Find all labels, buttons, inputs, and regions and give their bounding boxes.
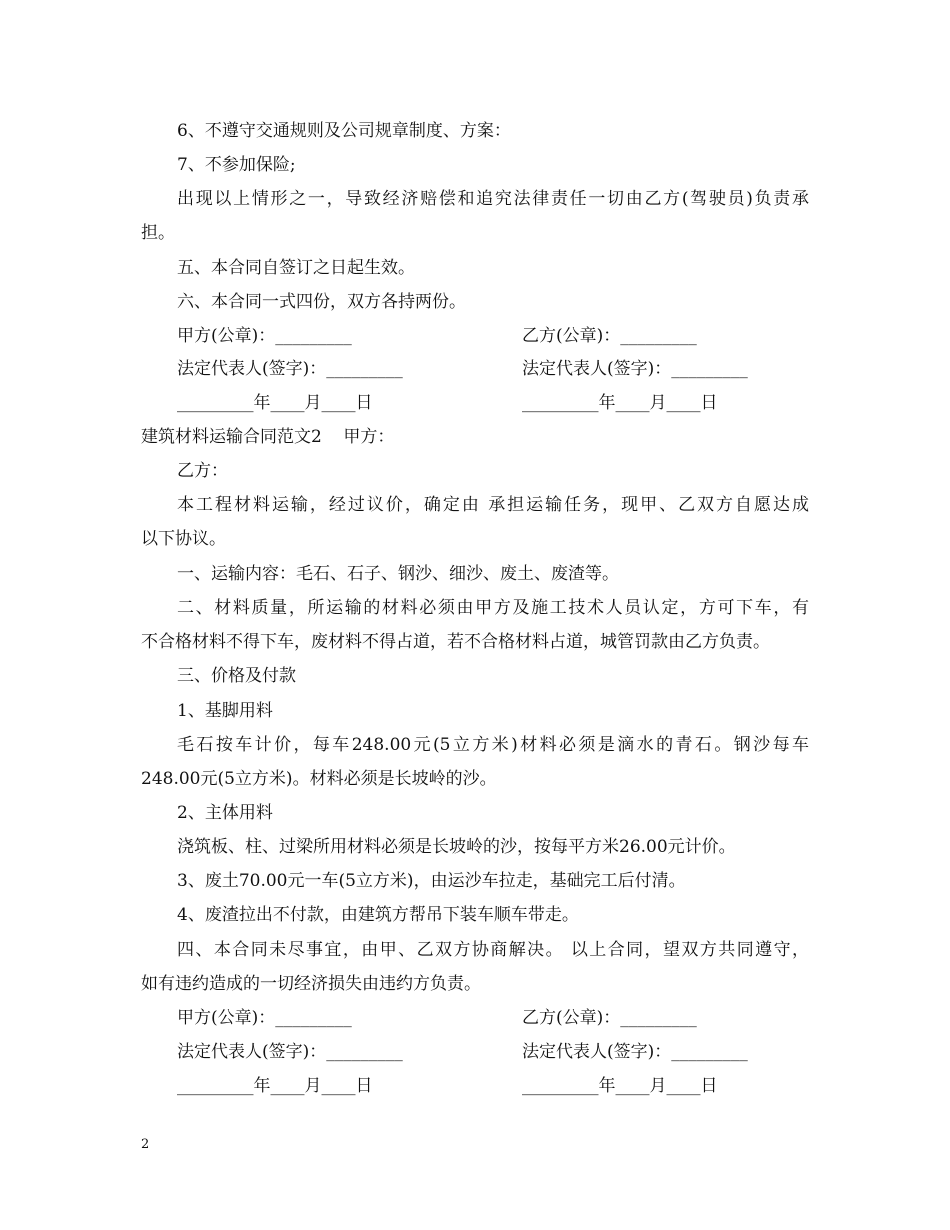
- party-b-date-field: _________年____月____日: [522, 393, 718, 413]
- liability-paragraph-line-1: 出现以上情形之一，导致经济赔偿和追究法律责任一切由乙方(驾驶员)负责承: [177, 189, 809, 209]
- clause-item-7: 7、不参加保险;: [177, 155, 296, 175]
- party-a-date-field: _________年____月____日: [177, 393, 373, 413]
- clause-5: 五、本合同自签订之日起生效。: [177, 258, 415, 278]
- stone-pricing-line-2: 248.00元(5立方米)。材料必须是长坡岭的沙。: [141, 769, 497, 789]
- waste-soil-line: 3、废土70.00元一车(5立方米)，由运沙车拉走，基础完工后付清。: [177, 871, 686, 891]
- party-a-representative-field-2: 法定代表人(签字)：_________: [177, 1042, 403, 1062]
- clause-4-line-2: 如有违约造成的一切经济损失由违约方负责。: [141, 974, 481, 994]
- clause-item-6: 6、不遵守交通规则及公司规章制度、方案：: [177, 121, 511, 141]
- party-b-seal-field: 乙方(公章)：_________: [522, 326, 697, 346]
- intro-paragraph-line-1: 本工程材料运输，经过议价，确定由 承担运输任务，现甲、乙双方自愿达成: [177, 495, 809, 515]
- contract-title-line: 建筑材料运输合同范文2 甲方：: [141, 427, 395, 447]
- party-b-label: 乙方：: [177, 461, 228, 481]
- party-a-representative-field: 法定代表人(签字)：_________: [177, 359, 403, 379]
- party-b-seal-field-2: 乙方(公章)：_________: [522, 1008, 697, 1028]
- party-b-representative-field-2: 法定代表人(签字)：_________: [522, 1042, 748, 1062]
- intro-paragraph-line-2: 以下协议。: [141, 529, 226, 549]
- material-quality-line-1: 二、材料质量，所运输的材料必须由甲方及施工技术人员认定，方可下车，有: [177, 598, 809, 618]
- waste-slag-line: 4、废渣拉出不付款，由建筑方帮吊下装车顺车带走。: [177, 905, 579, 925]
- party-b-date-field-2: _________年____月____日: [522, 1076, 718, 1096]
- party-b-representative-field: 法定代表人(签字)：_________: [522, 359, 748, 379]
- foundation-material-heading: 1、基脚用料: [177, 701, 273, 721]
- pouring-material-line: 浇筑板、柱、过梁所用材料必须是长坡岭的沙，按每平方米26.00元计价。: [177, 837, 736, 857]
- main-material-heading: 2、主体用料: [177, 803, 273, 823]
- party-a-date-field-2: _________年____月____日: [177, 1076, 373, 1096]
- party-a-seal-field: 甲方(公章)：_________: [177, 326, 352, 346]
- liability-paragraph-line-2: 担。: [141, 223, 175, 243]
- material-quality-line-2: 不合格材料不得下车，废材料不得占道，若不合格材料占道，城管罚款由乙方负责。: [141, 632, 770, 652]
- stone-pricing-line-1: 毛石按车计价，每车248.00元(5立方米)材料必须是滴水的青石。钢沙每车: [177, 735, 809, 755]
- clause-6: 六、本合同一式四份，双方各持两份。: [177, 292, 466, 312]
- page-number: 2: [141, 1137, 150, 1152]
- clause-4-line-1: 四、本合同未尽事宜，由甲、乙双方协商解决。 以上合同，望双方共同遵守，: [177, 940, 809, 960]
- price-heading: 三、价格及付款: [177, 666, 296, 686]
- party-a-seal-field-2: 甲方(公章)：_________: [177, 1008, 352, 1028]
- transport-content-clause: 一、运输内容：毛石、石子、钢沙、细沙、废土、废渣等。: [177, 564, 619, 584]
